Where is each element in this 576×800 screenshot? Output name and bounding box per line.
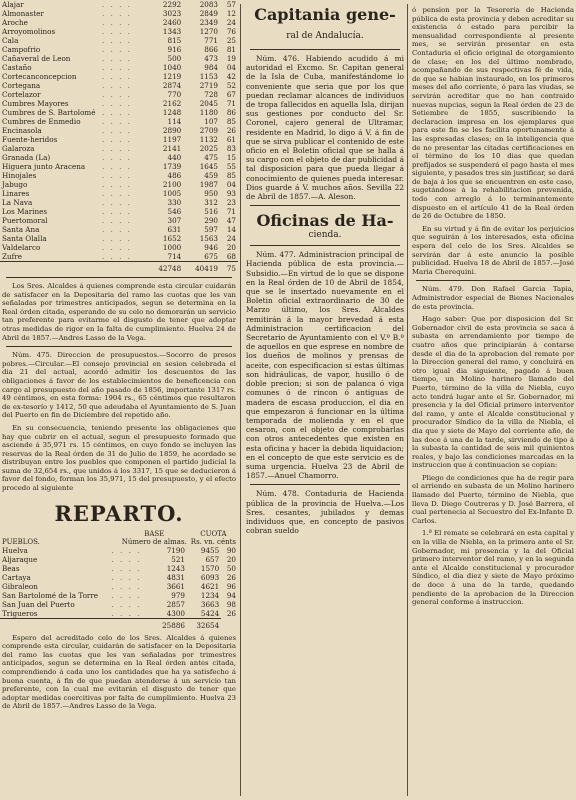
cell-value: 52 bbox=[226, 81, 236, 90]
place-name: Hinojales bbox=[2, 171, 37, 180]
table-row bbox=[0, 180, 238, 189]
divider bbox=[6, 277, 232, 278]
leader-dots: . . . . bbox=[101, 198, 132, 207]
circular-text bbox=[2, 351, 236, 420]
cell-value: 04 bbox=[226, 180, 236, 189]
place-name: Cumbres de Enmedio bbox=[2, 117, 81, 126]
place-name: La Nava bbox=[2, 198, 33, 207]
cell-value: 330 bbox=[167, 198, 182, 207]
title-line: Capitania gene- bbox=[254, 5, 396, 24]
article-478-close: En su virtud y á fin de evitar los perjuicios que seguirán á los interesados, esta oficina espera del celo de los Sres. Alcaldes se servirán dar á este anuncio la posible publicidad. Huelva 18 de Abril de 1857.—José Maria Cherequini. bbox=[412, 224, 574, 276]
place-name: Cumbres de S. Bartolomé bbox=[2, 108, 96, 117]
cell-value: 42 bbox=[226, 72, 236, 81]
leader-dots: . . . . bbox=[101, 189, 132, 198]
cell-value: 1197 bbox=[162, 135, 182, 144]
cell-value: 2100 bbox=[162, 180, 182, 189]
place-name: Galaroza bbox=[2, 144, 35, 153]
leader-dots: . . . . bbox=[101, 117, 132, 126]
leader-dots: . . . . bbox=[101, 144, 132, 153]
cuota-subheader: Rs. vn. cénts bbox=[190, 537, 236, 546]
place-name: San Bartolomé de la Torre bbox=[2, 590, 99, 600]
leader-dots: . . . . bbox=[101, 243, 132, 252]
place-name: Linares bbox=[2, 189, 30, 198]
place-name: Valdelarco bbox=[2, 243, 41, 252]
leader-dots: . . . . bbox=[101, 171, 132, 180]
leader-dots: . . . . bbox=[111, 563, 142, 573]
place-name: Jabugo bbox=[2, 180, 28, 189]
place-name: San Juan del Puerto bbox=[2, 599, 75, 609]
place-name: Arroyomolinos bbox=[2, 27, 56, 36]
table-row bbox=[0, 591, 238, 600]
cell-value: 500 bbox=[167, 54, 182, 63]
cell-value: 1248 bbox=[162, 108, 182, 117]
place-name: Castaño bbox=[2, 63, 32, 72]
cell-value: 7190 bbox=[166, 545, 185, 555]
table-row bbox=[0, 18, 238, 27]
table-row bbox=[0, 555, 238, 564]
article-477: Núm. 477. Administracion principal de Hacienda pública de esta provincia.—Subsidio.—En virtud de lo que se dispone en la Real órden de 10 de Abril de 1854, que se le insertado nuevamente en el Boletin oficial extraordinario de 30 de Marzo último, los Sres. Alcaldes remitirán á la mayor brevedad á esta Administracion certificacion del Secretario de Ayuntamiento con el V.º B.º de aquellos en que esprese en nombre de los dueños de molinos y prensas de aceite, con especificacion si estas últimas son hidráulicas, de vapor, husillo ó de doble precion; si son de palanca ó viga comunes ó de rincon ó antiguas de madera de escasa produccion, el dia en que empezaron á funcionar en la última temporada de molienda y en el que cesaron, con el objeto de comprobarlas con otros antecedentes que existen en esta oficina y hacer la debida liquidacion; en el concepto de que este servicio es de suma urgencia. Huelva 23 de Abril de 1857.—Anuel Chamorro. bbox=[246, 250, 404, 481]
closing-note: Espero del acreditado celo de los Sres. Alcaldes á quienes comprende esta circular, cuidarán de satisfacer en la Depositaria del ramo las cuotas que les van señaladas por trimestres anticipados, segun se determina en la Real órden antes citada, comprendiendo á cada uno los cantidades que ha ya satisfecho á buena cuenta, á fin de que puedan atenderse á un servicio tan preferente, con la cual me evitarán el disgusto de tener que adoptar medidas coercitivas por falta de cumplimiento. Huelva 23 de Abril de 1857.—Andres Lasso de la Vega. bbox=[2, 633, 236, 711]
cell-value: 55 bbox=[226, 162, 236, 171]
middle-column bbox=[244, 0, 406, 800]
total-value: 42748 bbox=[146, 262, 183, 274]
cell-value: 979 bbox=[171, 590, 185, 600]
table-row bbox=[0, 162, 238, 171]
cell-value: 946 bbox=[204, 243, 218, 252]
cell-value: 290 bbox=[204, 216, 218, 225]
cell-value: 1987 bbox=[199, 180, 218, 189]
column-rule bbox=[240, 4, 241, 796]
table-row bbox=[0, 0, 238, 9]
total-value: 32654 bbox=[187, 618, 221, 630]
cell-value: 1219 bbox=[162, 72, 182, 81]
cell-value: 4621 bbox=[200, 581, 220, 591]
article-476: Núm. 476. Habiendo acudido á mi autoridad el Excmo. Sr. Capitan general de la Isla de Cuba, manifestándome lo conveniente que seria que por los que puedan reclamar alcances de individuos de tropa fallecidos en aquella Isla, dirijan sus gestiones por conducto del Sr. Coronel, cajero general de Ultramar, residente en Madrid, lo digo á V. á fin de que se sirva publicar el contenido de este oficio en el Boletin oficial que se halla á su cargo con el objeto de dar publicidad á tal disposicion para que pueda llegar á conocimiento de quienes pueda interesar. Dios guarde á V. muchos años. Sevilla 22 de Abril de 1857.—A. Aleson. bbox=[246, 54, 404, 202]
table-row bbox=[0, 153, 238, 162]
cell-value: 19 bbox=[226, 54, 236, 63]
cell-value: 57 bbox=[226, 0, 236, 9]
cell-value: 312 bbox=[204, 198, 218, 207]
total-row bbox=[0, 262, 238, 274]
place-name: Gibraleon bbox=[2, 581, 38, 591]
cell-value: 3663 bbox=[200, 599, 220, 609]
section-subtitle: cienda. bbox=[308, 230, 342, 241]
cell-value: 2083 bbox=[199, 0, 218, 9]
leader-dots: . . . . bbox=[101, 63, 132, 72]
cell-value: 20 bbox=[226, 554, 236, 564]
cell-value: 1563 bbox=[199, 234, 218, 243]
leader-dots: . . . . bbox=[101, 54, 132, 63]
cell-value: 67 bbox=[226, 90, 236, 99]
place-name: Santa Olalla bbox=[2, 234, 47, 243]
table-row bbox=[0, 198, 238, 207]
leader-dots: . . . . bbox=[111, 572, 142, 582]
leader-dots: . . . . bbox=[101, 207, 132, 216]
leader-dots: . . . . bbox=[101, 0, 132, 9]
title-line: ral de Andalucía. bbox=[286, 31, 364, 41]
cell-value: 521 bbox=[171, 554, 185, 564]
cell-value: 597 bbox=[204, 225, 218, 234]
divider bbox=[250, 484, 400, 485]
cell-value: 61 bbox=[226, 135, 236, 144]
cell-value: 546 bbox=[167, 207, 182, 216]
circular-number: Núm. 475. bbox=[12, 351, 52, 360]
leader-dots: . . . . bbox=[101, 216, 132, 225]
table-row bbox=[0, 63, 238, 72]
leader-dots: . . . . bbox=[101, 225, 132, 234]
cell-value: 3023 bbox=[162, 9, 182, 18]
cell-value: 86 bbox=[226, 108, 236, 117]
cell-value: 714 bbox=[167, 252, 182, 261]
table-row bbox=[0, 72, 238, 81]
leader-dots: . . . . bbox=[111, 608, 142, 618]
cell-value: 440 bbox=[167, 153, 182, 162]
table-row bbox=[0, 225, 238, 234]
place-name: Cumbres Mayores bbox=[2, 99, 69, 108]
divider bbox=[416, 280, 570, 281]
cell-value: 4831 bbox=[166, 572, 185, 582]
cell-value: 71 bbox=[226, 207, 236, 216]
table-row bbox=[0, 600, 238, 609]
cell-value: 631 bbox=[167, 225, 182, 234]
article-478-cont: ó pension por la Tesoreria de Hacienda pública de esta provincia y deben acreditar su existencia ó estado para percibir la mensualidad correspondiente al presente mes, se servirán presentar en esta Contaduria el oficio original de otorgamiento de clase; en los del último nombrado, acompañando de sus respectivas fé de vida, de que se habian instaurado, en los primeros meses del año corriente, ó para las viudas, se servirán acreditar que no han contraido nuevas nupcias, segun la Real órden de 23 de Setiembre de 1855, suscribiendo la declaracion impresa en los ejemplares que para este fin se les facilita oportunamente á las espresadas clases; en la inteligencia que de no presentar las citadas certificaciones en el término de los 10 dias que quedan prefijados se suspenderá el pago hasta el mes siguiente, y pasados tres sin justificar, se dará de baja á los que se encuentren en este caso, sugetándose á la rehabilitacion prevenida, todo con arreglo á lo terminantemente dispuesto en el artículo 41 de la Real órden de 26 de Octubre de 1850. bbox=[412, 6, 574, 221]
cell-value: 50 bbox=[226, 563, 236, 573]
leader-dots: . . . . bbox=[101, 90, 132, 99]
cell-value: 81 bbox=[226, 45, 236, 54]
leader-dots: . . . . bbox=[101, 27, 132, 36]
table-row bbox=[0, 609, 238, 619]
table-row bbox=[0, 45, 238, 54]
total-row bbox=[0, 618, 238, 630]
cell-value: 916 bbox=[167, 45, 182, 54]
right-column bbox=[410, 0, 576, 800]
place-name: Trigueros bbox=[2, 608, 38, 618]
cell-value: 2719 bbox=[199, 81, 218, 90]
table-row bbox=[0, 144, 238, 153]
cell-value: 26 bbox=[226, 126, 236, 135]
cell-value: 2349 bbox=[199, 18, 218, 27]
cell-value: 24 bbox=[226, 234, 236, 243]
table-row bbox=[0, 582, 238, 591]
cell-value: 815 bbox=[167, 36, 182, 45]
leader-dots: . . . . bbox=[101, 234, 132, 243]
cell-value: 24 bbox=[226, 18, 236, 27]
cell-value: 866 bbox=[204, 45, 218, 54]
place-name: Beas bbox=[2, 563, 20, 573]
cell-value: 04 bbox=[226, 63, 236, 72]
reparto-table bbox=[0, 546, 238, 630]
table-row bbox=[0, 90, 238, 99]
cell-value: 76 bbox=[226, 27, 236, 36]
article-479-body: Hago saber: Que por disposicion del Sr. Gobernador civil de esta provincia se saca á subasta en arrendamiento por tiempo de cuatro años que principiarán á contarse desde el dia de la aprobacion del remate por la Direccion general del ramo, y concluirá en otro igual dia siguiente, pagado á buen tiempo, un Molino harinero llamado del Puerto, término de la villa de Niebla, cuyo acto tendrá lugar ante el Sr. Gobernador, mi presencia y la del Oficial primero interventor del ramo, y ante el Alcalde constitucional y procurador Síndico de la villa de Niebla, el dia que y siete de Mayo del corriente año, de las doce á una de la tarde, sirviendo de tipo á la subasta la cantidad de seis mil quinientos reales, y bajo las condiciones marcadas en la instruccion que á continuacion se copian: bbox=[412, 315, 574, 470]
place-name: Campofrio bbox=[2, 45, 41, 54]
divider bbox=[6, 346, 232, 347]
leader-dots: . . . . bbox=[101, 153, 132, 162]
pueblos-header: PUEBLOS. bbox=[2, 537, 40, 546]
base-subheader: Número de almas. bbox=[121, 537, 187, 546]
cell-value: 1343 bbox=[162, 27, 182, 36]
note-text: Los Sres. Alcaldes á quienes comprende esta circular cuidarán de satisfacer en la Depositaria del ramo las cuotas que les van señaladas por trimestres anticipados, segun se determina en la Real órden citada, esperando de su celo no demorarán un servicio tan preferente para evitarme el disgusto de tener que adoptar otras medidas de rigor en la falta de cumplimiento. Huelva 24 de Abril de 1857.—Andres Lasso de la Vega. bbox=[2, 282, 236, 342]
place-name: Cortelazor bbox=[2, 90, 41, 99]
leader-dots: . . . . bbox=[101, 135, 132, 144]
cell-value: 2025 bbox=[199, 144, 218, 153]
cell-value: 5424 bbox=[200, 608, 220, 618]
place-name: Fuente-heridos bbox=[2, 135, 58, 144]
cell-value: 2874 bbox=[162, 81, 182, 90]
section-title-oficinas bbox=[244, 212, 406, 230]
total-value: 25886 bbox=[153, 618, 187, 630]
cell-value: 4300 bbox=[166, 608, 185, 618]
cell-value: 2292 bbox=[162, 0, 182, 9]
base-header: BASE bbox=[144, 529, 165, 538]
reparto-header bbox=[0, 530, 238, 546]
table-row bbox=[0, 81, 238, 90]
leader-dots: . . . . bbox=[101, 108, 132, 117]
cell-value: 1040 bbox=[162, 63, 182, 72]
table-row bbox=[0, 216, 238, 225]
cell-value: 14 bbox=[226, 225, 236, 234]
table-row bbox=[0, 189, 238, 198]
cell-value: 770 bbox=[167, 90, 182, 99]
table-row bbox=[0, 36, 238, 45]
place-name: Puertomoral bbox=[2, 216, 48, 225]
cell-value: 486 bbox=[167, 171, 182, 180]
place-name: Cortegana bbox=[2, 81, 41, 90]
table-row bbox=[0, 171, 238, 180]
cell-value: 2162 bbox=[162, 99, 182, 108]
cell-value: 1243 bbox=[166, 563, 185, 573]
cell-value: 9455 bbox=[200, 545, 220, 555]
reparto-title: REPARTO. bbox=[54, 500, 184, 526]
cell-value: 1270 bbox=[199, 27, 218, 36]
table-row bbox=[0, 207, 238, 216]
cell-value: 26 bbox=[226, 608, 236, 618]
cell-value: 728 bbox=[204, 90, 218, 99]
cell-value: 68 bbox=[226, 252, 236, 261]
place-name: Higuera junto Aracena bbox=[2, 162, 86, 171]
leader-dots: . . . . bbox=[101, 126, 132, 135]
divider bbox=[250, 49, 400, 50]
village-table bbox=[0, 0, 238, 273]
article-479-conditions: Pliego de condiciones que ha de regir para el arriendo en subasta de un Molino harinero llamado del Puerto, término de Niebla, que lleva D. Diego Coutreras y D. José Barrera, el cual pertenecia al Secuestro del Ex-Infante D. Carlos. bbox=[412, 473, 574, 525]
table-row bbox=[0, 9, 238, 18]
cell-value: 516 bbox=[204, 207, 218, 216]
cell-value: 25 bbox=[226, 36, 236, 45]
place-name: Encinasola bbox=[2, 126, 42, 135]
divider bbox=[250, 205, 400, 206]
leader-dots: . . . . bbox=[101, 9, 132, 18]
cell-value: 771 bbox=[204, 36, 218, 45]
article-479-clause: 1.ª El remate se celebrará en esta capital y en la villa de Niebla, en la primera ante el Sr. Gobernador, mi presencia y la del Oficial primero interventor del ramo, y en la segunda ante el Alcalde constitucional y procurador Síndico, el dia diez y siete de Mayo próximo de doce á una de la tarde, quedando pendiente de la aprobacion de la Direccion general conforme á instruccion. bbox=[412, 529, 574, 607]
cell-value: 1005 bbox=[162, 189, 182, 198]
cell-value: 3661 bbox=[166, 581, 185, 591]
cell-value: 2460 bbox=[162, 18, 182, 27]
cell-value: 459 bbox=[204, 171, 218, 180]
cell-value: 2709 bbox=[199, 126, 218, 135]
cell-value: 950 bbox=[204, 189, 218, 198]
place-name: Granada (La) bbox=[2, 153, 51, 162]
cell-value: 85 bbox=[226, 117, 236, 126]
place-name: Aljaraque bbox=[2, 554, 38, 564]
cell-value: 473 bbox=[204, 54, 218, 63]
cell-value: 1652 bbox=[162, 234, 182, 243]
cell-value: 83 bbox=[226, 144, 236, 153]
table-row bbox=[0, 243, 238, 252]
cell-value: 2141 bbox=[162, 144, 182, 153]
cell-value: 85 bbox=[226, 171, 236, 180]
cell-value: 1180 bbox=[199, 108, 218, 117]
place-name: Cartaya bbox=[2, 572, 31, 582]
cell-value: 94 bbox=[226, 590, 236, 600]
cell-value: 90 bbox=[226, 545, 236, 555]
cell-value: 26 bbox=[226, 572, 236, 582]
cell-value: 1739 bbox=[162, 162, 182, 171]
leader-dots: . . . . bbox=[101, 72, 132, 81]
cell-value: 71 bbox=[226, 99, 236, 108]
column-rule bbox=[407, 4, 408, 796]
cell-value: 1153 bbox=[199, 72, 218, 81]
cell-value: 307 bbox=[167, 216, 182, 225]
total-value: 75 bbox=[220, 262, 238, 274]
cell-value: 93 bbox=[226, 189, 236, 198]
table-row bbox=[0, 27, 238, 36]
leader-dots: . . . . bbox=[111, 554, 142, 564]
cell-value: 1570 bbox=[200, 563, 220, 573]
cell-value: 675 bbox=[204, 252, 218, 261]
article-478: Núm. 478. Contaduria de Hacienda pública de la provincia de Huelva.—Los Sres. cesantes, jubilados y demas individuos que, en concepto de pasivos cobran sueldo bbox=[246, 489, 404, 536]
place-name: Santa Ana bbox=[2, 225, 40, 234]
table-row bbox=[0, 546, 238, 555]
cell-value: 2857 bbox=[166, 599, 185, 609]
leader-dots: . . . . bbox=[101, 99, 132, 108]
circular-text-2: En su consecuencia, teniendo presente las obligaciones que hay que cubrir en el actual, segun el presupuesto formado que asciende á 35,971 rs. 15 céntimos, en cuyo fondo se incluyen las reservas de la Real órden de 31 de Julio de 1859, he acordado se distribuyan entre los pueblos que componen el partido judicial la suma de 32,654 rs., que unidos á los 3317, 15 que se deducieron á favor del fondo, forman los 35,971, 15 del presupuesto, y el efecto procedo al siguiente bbox=[2, 423, 236, 493]
place-name: Almonaster bbox=[2, 9, 44, 18]
cell-value: 12 bbox=[226, 9, 236, 18]
cuota-header: CUOTA bbox=[200, 529, 227, 538]
place-name: Huelva bbox=[2, 545, 28, 555]
cell-value: 1000 bbox=[162, 243, 182, 252]
total-value: 40419 bbox=[183, 262, 220, 274]
table-row bbox=[0, 126, 238, 135]
title-line: Oficinas de Ha- bbox=[256, 211, 394, 231]
place-name: Los Marines bbox=[2, 207, 48, 216]
table-row bbox=[0, 54, 238, 63]
leader-dots: . . . . bbox=[101, 81, 132, 90]
leader-dots: . . . . bbox=[101, 36, 132, 45]
divider bbox=[250, 245, 400, 246]
cell-value: 23 bbox=[226, 198, 236, 207]
table-row bbox=[0, 573, 238, 582]
cell-value: 1645 bbox=[199, 162, 218, 171]
table-row bbox=[0, 108, 238, 117]
cell-value: 984 bbox=[204, 63, 218, 72]
leader-dots: . . . . bbox=[111, 545, 142, 555]
table-row bbox=[0, 234, 238, 243]
leader-dots: . . . . bbox=[101, 45, 132, 54]
leader-dots: . . . . bbox=[101, 18, 132, 27]
cell-value: 96 bbox=[226, 581, 236, 591]
cell-value: 20 bbox=[226, 243, 236, 252]
place-name: Cañaveral de Leon bbox=[2, 54, 71, 63]
table-row bbox=[0, 564, 238, 573]
cell-value: 1132 bbox=[199, 135, 218, 144]
cell-value: 2890 bbox=[162, 126, 182, 135]
cell-value: 657 bbox=[205, 554, 220, 564]
article-479: Núm. 479. Don Rafael Garcia Tapia, Administrador especial de Bienes Nacionales de esta provincia. bbox=[412, 285, 574, 311]
place-name: Alajar bbox=[2, 0, 24, 9]
cell-value: 2045 bbox=[199, 99, 218, 108]
cell-value: 47 bbox=[226, 216, 236, 225]
leader-dots: . . . . bbox=[101, 252, 132, 261]
place-name: Cala bbox=[2, 36, 19, 45]
cell-value: 114 bbox=[167, 117, 182, 126]
table-row bbox=[0, 135, 238, 144]
leader-dots: . . . . bbox=[101, 180, 132, 189]
cell-value: 6093 bbox=[200, 572, 220, 582]
left-column bbox=[0, 0, 238, 800]
table-row bbox=[0, 117, 238, 126]
table-row bbox=[0, 99, 238, 108]
cell-value: 15 bbox=[226, 153, 236, 162]
cell-value: 107 bbox=[204, 117, 218, 126]
cell-value: 1234 bbox=[200, 590, 220, 600]
circular-body: Direccion de presupuestos.—Socorro de presos pobres.—Circular.—El consejo provincial en sesion celebrada el dia 21 del actual, acordó admitir los descuentos de las obligaciones á favor de los establecimientos de beneficencia con cargo al presupuesto del año pasado de 1856, importante 1317 rs. 49 céntimos, en esta forma: 1904 rs., 65 céntimos que resultaron de ex-tesorío y 1412, 50 que adeudaba el Ayuntamiento de S. Juan del Puerto en fin de Diciembre del repetido año. bbox=[2, 351, 236, 420]
section-title-capitania bbox=[244, 6, 406, 45]
leader-dots: . . . . bbox=[111, 581, 142, 591]
place-name: Aroche bbox=[2, 18, 28, 27]
cell-value: 98 bbox=[226, 599, 236, 609]
leader-dots: . . . . bbox=[111, 599, 142, 609]
leader-dots: . . . . bbox=[101, 162, 132, 171]
leader-dots: . . . . bbox=[111, 590, 142, 600]
cell-value: 2849 bbox=[199, 9, 218, 18]
place-name: Zufre bbox=[2, 252, 22, 261]
cell-value: 475 bbox=[204, 153, 218, 162]
place-name: Cortecanconcepcion bbox=[2, 72, 77, 81]
table-row bbox=[0, 252, 238, 262]
